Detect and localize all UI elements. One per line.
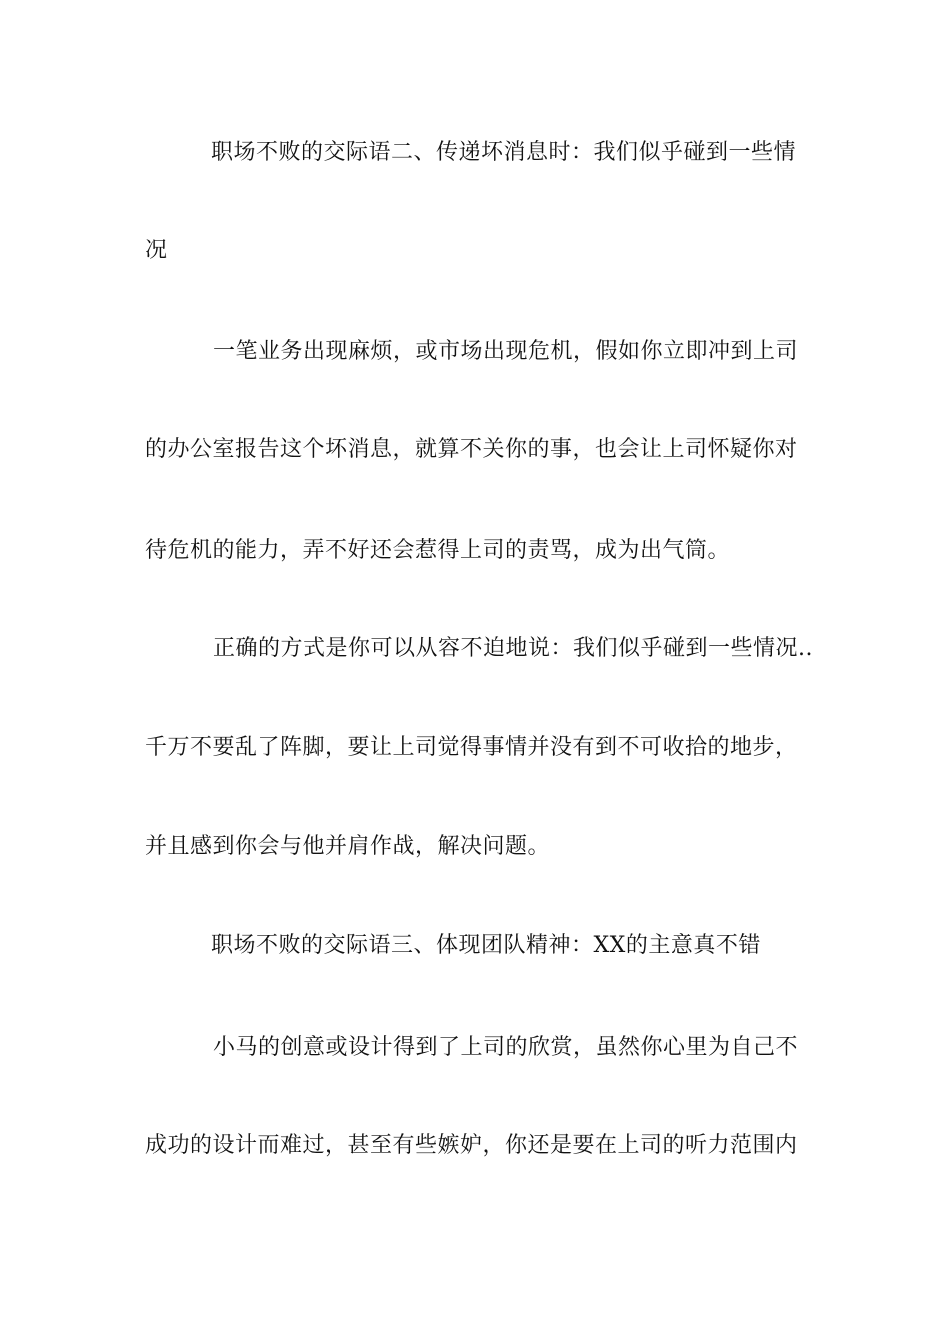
paragraph-line: 一笔业务出现麻烦，或市场出现危机，假如你立即冲到上司 <box>213 339 799 364</box>
paragraph-line: 小马的创意或设计得到了上司的欣赏，虽然你心里为自己不 <box>213 1035 799 1060</box>
paragraph-line: 待危机的能力，弄不好还会惹得上司的责骂，成为出气筒。 <box>145 538 731 563</box>
section-heading-2: 职场不败的交际语二、传递坏消息时：我们似乎碰到一些情 <box>211 140 797 165</box>
paragraph-line: 正确的方式是你可以从容不迫地说：我们似乎碰到一些情况.. <box>213 636 813 661</box>
text-line: 况 <box>145 238 168 263</box>
paragraph-line: 成功的设计而难过，甚至有些嫉妒，你还是要在上司的听力范围内 <box>145 1133 798 1158</box>
section-heading-3: 职场不败的交际语三、体现团队精神：XX的主意真不错 <box>211 933 761 958</box>
paragraph-line: 并且感到你会与他并肩作战，解决问题。 <box>145 834 551 859</box>
paragraph-line: 千万不要乱了阵脚，要让上司觉得事情并没有到不可收拾的地步， <box>145 735 798 760</box>
paragraph-line: 的办公室报告这个坏消息，就算不关你的事，也会让上司怀疑你对 <box>145 437 798 462</box>
